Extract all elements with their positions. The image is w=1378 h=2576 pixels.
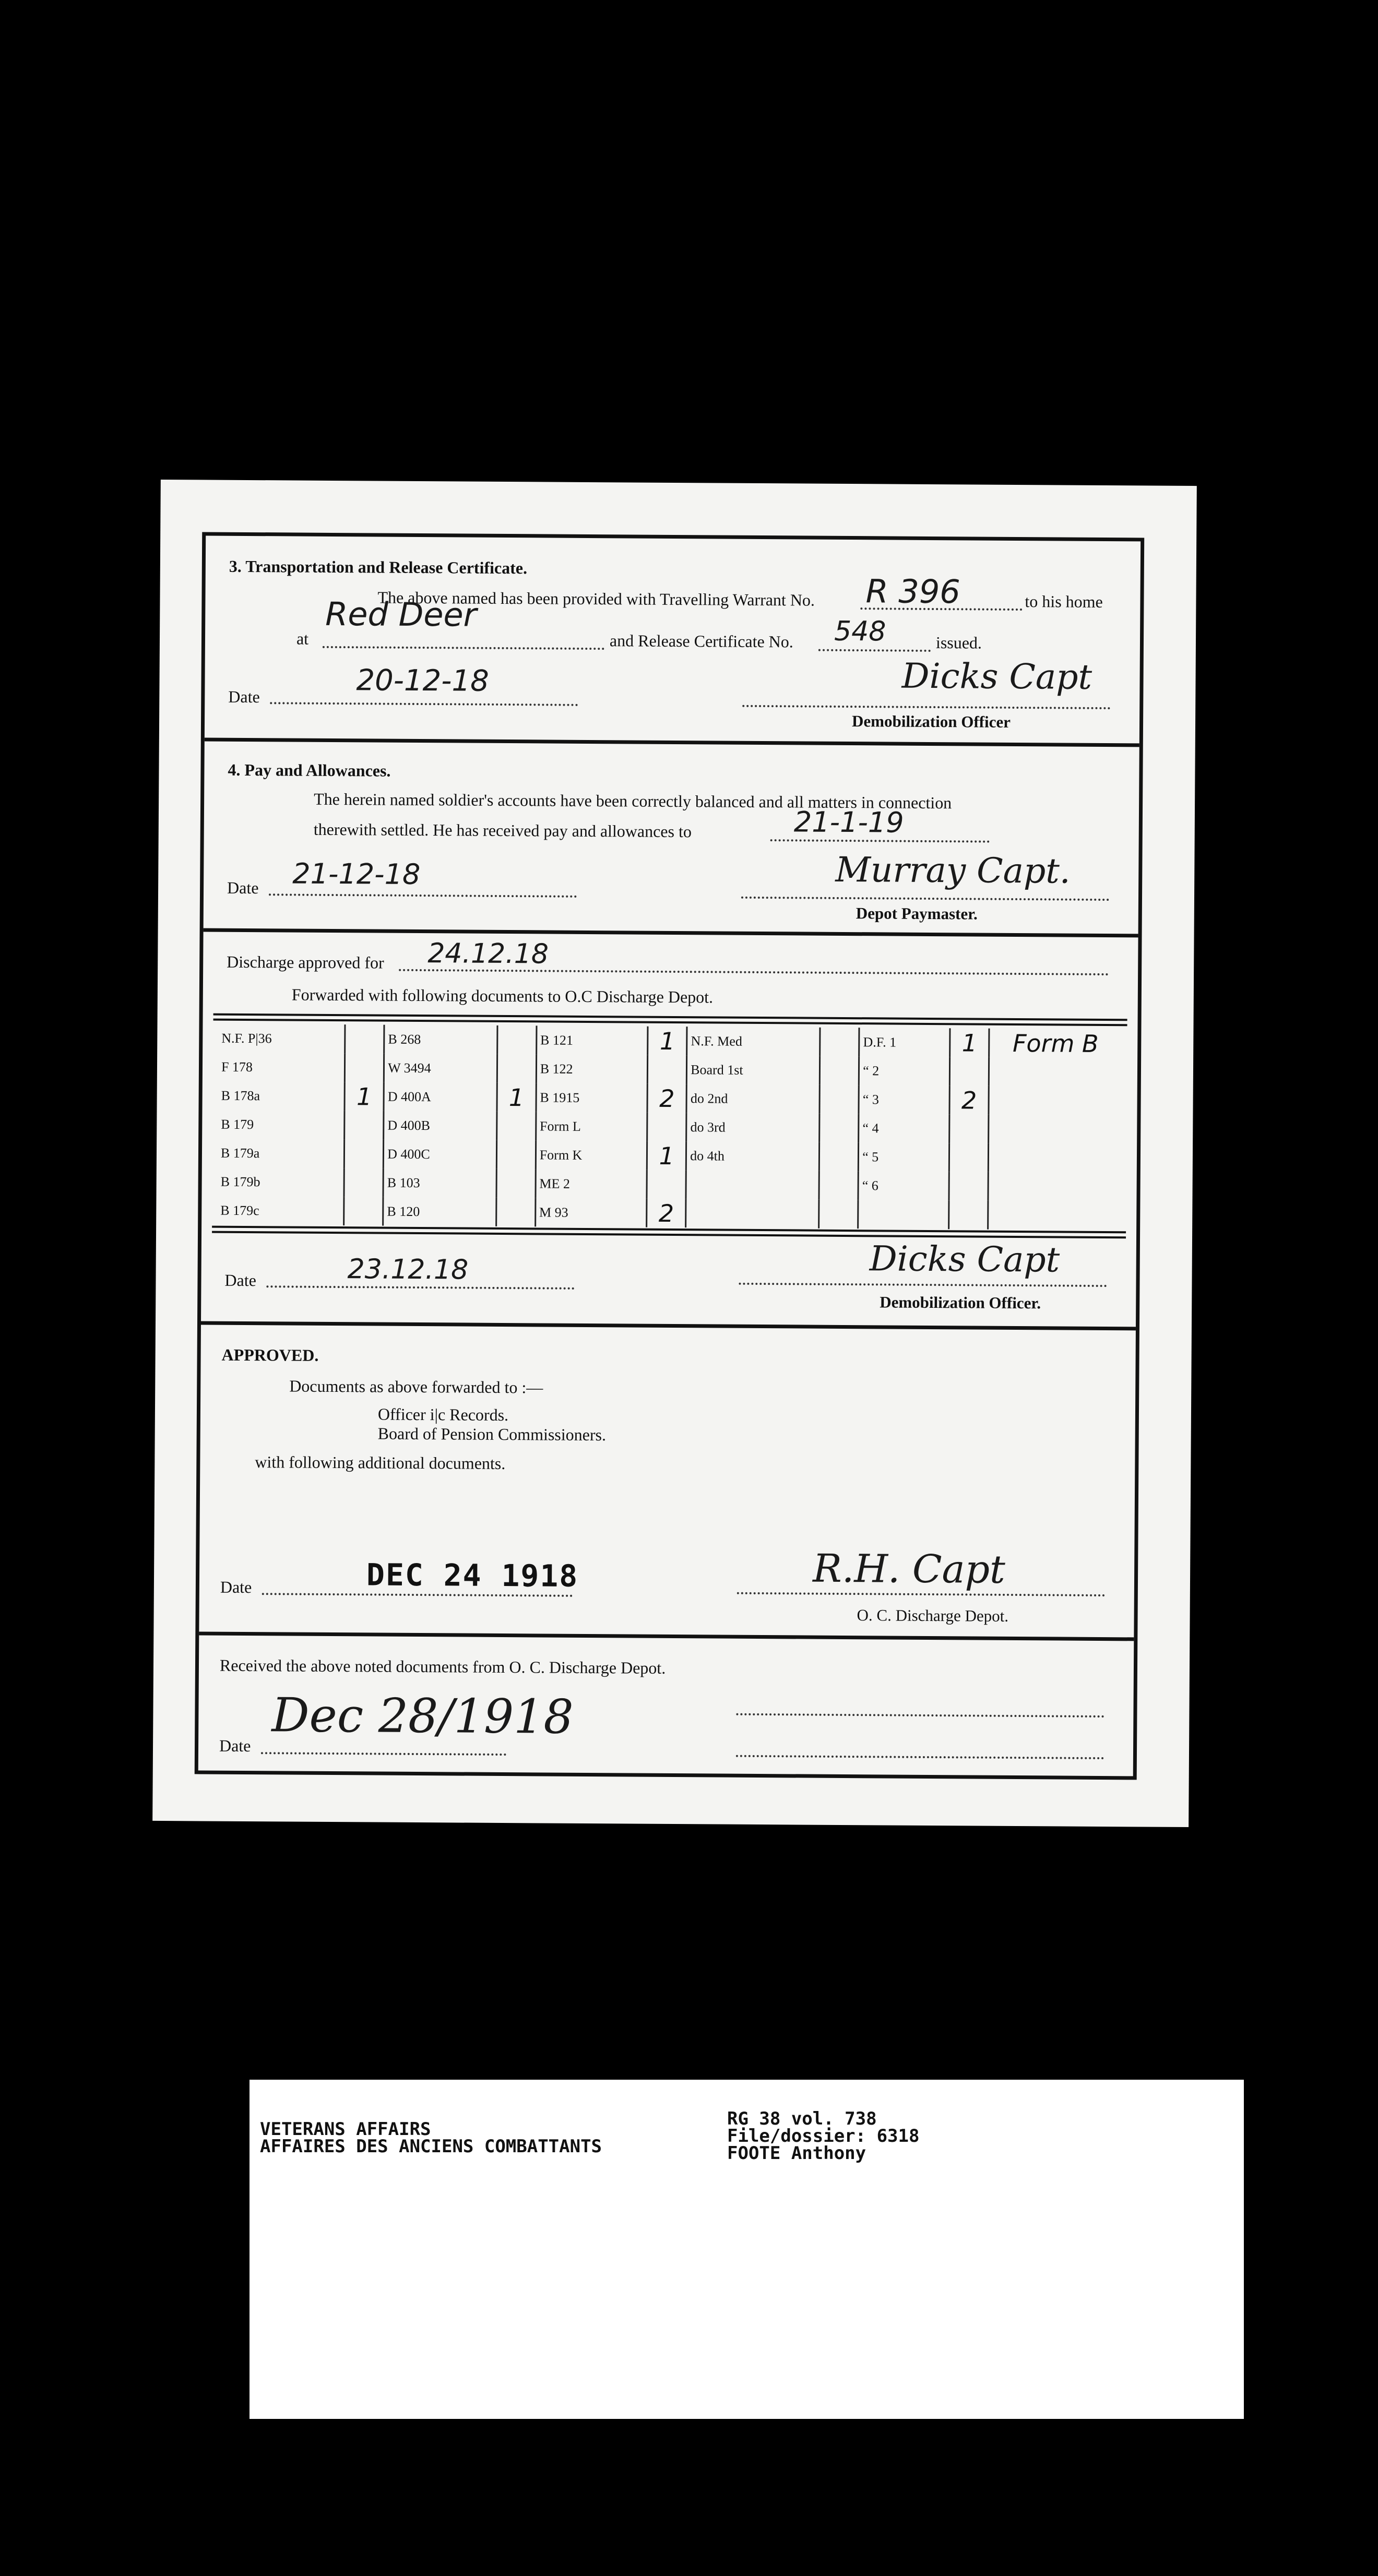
section4-text1: The herein named soldier's accounts have been correctly balanced and all matters in connection: [314, 789, 952, 813]
table-cell: [819, 1171, 858, 1200]
table-cell: [497, 1025, 536, 1054]
table-cell: B 121: [540, 1032, 574, 1048]
archive-label-card: [250, 2080, 1244, 2419]
discharge-label: Discharge approved for: [227, 952, 384, 972]
table-cell: 1: [648, 1027, 687, 1055]
table-cell: N.F. P|36: [221, 1030, 272, 1046]
received-text: Received the above noted documents from O. C. Discharge Depot.: [219, 1655, 666, 1677]
discharge-date: 24.12.18: [427, 938, 549, 970]
received-date: Dec 28/1918: [271, 1688, 574, 1745]
card-right3: FOOTE Anthony: [727, 2143, 866, 2164]
table-cell: [858, 1200, 949, 1229]
table-cell: do 3rd: [690, 1119, 726, 1135]
table-cell: D 400A: [387, 1089, 431, 1104]
table-cell: B 178a: [221, 1088, 260, 1103]
table-cell: [496, 1198, 535, 1226]
approved-line2: Officer i|c Records.: [377, 1404, 509, 1425]
table-cell: B 179a: [220, 1145, 260, 1161]
table-cell: [497, 1054, 536, 1083]
section3-line1-suffix: to his home: [1025, 592, 1103, 611]
table-cell: “ 3: [862, 1091, 879, 1107]
table-cell: B 179: [221, 1116, 254, 1132]
table-cell: D 400C: [387, 1146, 430, 1162]
table-cell: [988, 1143, 1121, 1173]
card-right1: RG 38 vol. 738: [727, 2108, 877, 2129]
date-5: 23.12.18: [347, 1254, 469, 1286]
table-cell: “ 2: [863, 1063, 880, 1078]
approved-line3: Board of Pension Commissioners.: [377, 1424, 607, 1445]
table-cell: [819, 1085, 859, 1114]
table-cell: [819, 1200, 858, 1229]
table-cell: “ 5: [862, 1149, 879, 1164]
date-label-5: Date: [224, 1270, 257, 1290]
section3-heading: 3. Transportation and Release Certificate.: [229, 556, 528, 578]
table-cell: N.F. Med: [691, 1033, 742, 1049]
release-number: 548: [834, 615, 886, 648]
section4-text2: therewith settled. He has received pay and allowances to: [313, 819, 692, 841]
table-cell: B 179c: [220, 1202, 259, 1218]
table-cell: [989, 1086, 1121, 1116]
table-cell: “ 4: [862, 1120, 879, 1136]
table-cell: 1: [497, 1083, 536, 1112]
approved-heading: APPROVED.: [221, 1345, 319, 1365]
signature-5: Dicks Capt: [869, 1238, 1060, 1280]
table-cell: [496, 1169, 536, 1198]
table-cell: B 103: [387, 1175, 420, 1190]
table-cell: [344, 1139, 383, 1168]
table-row: [217, 1196, 1120, 1231]
table-cell: [949, 1200, 988, 1229]
table-cell: [819, 1056, 859, 1085]
table-cell: do 4th: [690, 1148, 725, 1164]
section4-heading: 4. Pay and Allowances.: [228, 760, 391, 780]
table-cell: [647, 1113, 686, 1141]
table-cell: [819, 1142, 858, 1171]
table-cell: [344, 1168, 383, 1197]
table-cell: [496, 1112, 536, 1140]
table-cell: Form L: [540, 1118, 581, 1134]
card-right2: File/dossier: 6318: [727, 2126, 920, 2146]
date-label-3: Date: [228, 687, 260, 707]
date-stamp: DEC 24 1918: [366, 1557, 579, 1594]
table-cell: Form B: [1012, 1029, 1099, 1058]
table-cell: [989, 1115, 1121, 1144]
table-cell: [989, 1057, 1121, 1087]
date-4: 21-12-18: [292, 857, 421, 891]
home-location: Red Deer: [325, 594, 477, 634]
documents-table: [217, 1024, 1121, 1231]
card-left2: AFFAIRES DES ANCIENS COMBATTANTS: [260, 2136, 602, 2157]
demob-officer-5: Demobilization Officer.: [880, 1293, 1041, 1313]
forwarded-text: Forwarded with following documents to O.C Discharge Depot.: [291, 985, 714, 1007]
table-cell: M 93: [539, 1204, 568, 1220]
form-frame: [195, 532, 1145, 1780]
demob-officer-3: Demobilization Officer: [851, 712, 1011, 731]
table-cell: [344, 1197, 383, 1225]
table-cell: B 179b: [220, 1174, 260, 1189]
table-cell: [496, 1140, 536, 1169]
table-cell: [345, 1024, 384, 1053]
date-label-received: Date: [219, 1736, 251, 1756]
table-cell: [344, 1053, 384, 1082]
table-cell: W 3494: [388, 1060, 431, 1076]
table-cell: [949, 1114, 989, 1143]
table-cell: [988, 1172, 1121, 1202]
table-cell: D 400B: [387, 1117, 431, 1133]
table-cell: 2: [647, 1084, 686, 1113]
signature-4: Murray Capt.: [835, 849, 1071, 891]
table-cell: “ 6: [862, 1177, 878, 1193]
table-cell: [686, 1199, 819, 1229]
signature-approved: R.H. Capt: [812, 1546, 1006, 1592]
depot-paymaster: Depot Paymaster.: [856, 904, 978, 923]
date-3: 20-12-18: [356, 663, 489, 698]
warrant-number: R 396: [865, 572, 960, 611]
card-left1: VETERANS AFFAIRS: [260, 2119, 431, 2140]
table-cell: Board 1st: [691, 1062, 743, 1078]
table-cell: [686, 1170, 819, 1200]
issued-label: issued.: [935, 633, 982, 652]
table-cell: D.F. 1: [863, 1034, 897, 1050]
table-cell: B 122: [540, 1060, 573, 1077]
table-cell: [819, 1114, 859, 1142]
approved-line4: with following additional documents.: [255, 1452, 506, 1473]
table-cell: 2: [647, 1199, 686, 1227]
oc-discharge-depot: O. C. Discharge Depot.: [857, 1606, 1009, 1625]
date-label-approved: Date: [220, 1577, 252, 1597]
table-cell: 1: [647, 1141, 686, 1170]
table-cell: [949, 1172, 988, 1200]
date-label-4: Date: [227, 878, 259, 898]
paid-to-date: 21-1-19: [793, 805, 904, 839]
release-label: and Release Certificate No.: [609, 631, 793, 651]
approved-line1: Documents as above forwarded to :—: [289, 1376, 543, 1397]
table-cell: [949, 1143, 988, 1172]
table-cell: Form K: [539, 1147, 583, 1163]
at-label: at: [296, 629, 309, 648]
table-cell: F 178: [221, 1059, 253, 1075]
document-page: [152, 480, 1197, 1827]
table-cell: 1: [950, 1028, 989, 1057]
table-cell: [820, 1028, 859, 1056]
section3-line1: The above named has been provided with Travelling Warrant No.: [377, 588, 815, 610]
table-cell: do 2nd: [690, 1090, 728, 1106]
signature-3: Dicks Capt: [901, 655, 1092, 697]
table-cell: B 120: [387, 1203, 420, 1219]
table-cell: 1: [344, 1082, 384, 1111]
table-cell: [647, 1170, 686, 1199]
table-cell: ME 2: [539, 1175, 571, 1191]
table-cell: [344, 1111, 384, 1139]
table-cell: B 1915: [540, 1089, 580, 1105]
table-cell: [648, 1055, 687, 1084]
table-cell: 2: [949, 1086, 989, 1114]
table-cell: B 268: [388, 1031, 421, 1047]
table-cell: [949, 1057, 989, 1086]
table-cell: [988, 1201, 1121, 1231]
